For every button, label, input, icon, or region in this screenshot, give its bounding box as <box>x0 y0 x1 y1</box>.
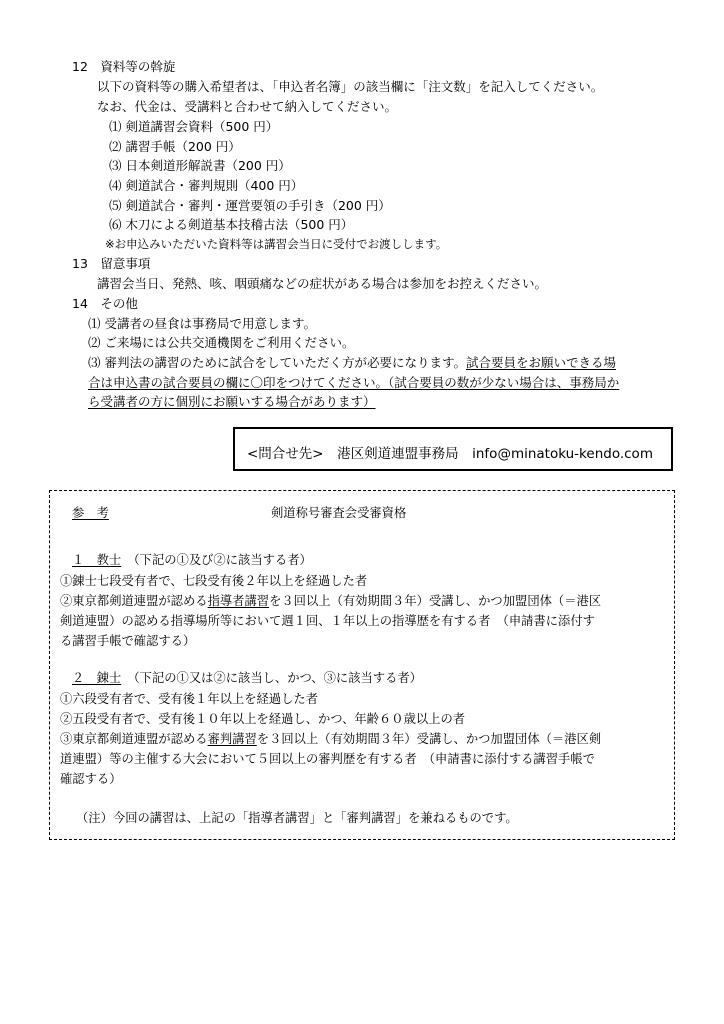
section-14-item-1: ⑴ 受講者の昼食は事務局で用意します。 <box>88 316 316 331</box>
contact-info: <問合せ先> 港区剣道連盟事務局 info@minatoku-kendo.com <box>247 446 653 462</box>
renshi-condition: （下記の①又は②に該当し、かつ、③に該当する者） <box>121 671 422 685</box>
section-14-item-3-underlined-end: ら受講者の方に個別にお願いする場合があります） <box>88 394 376 409</box>
kyoshi-condition: （下記の①及び②に該当する者） <box>121 553 312 567</box>
renshi-line-3 <box>60 731 601 747</box>
section-14-item-3 <box>88 355 616 371</box>
kyoshi-line-2 <box>60 593 601 609</box>
reference-title: 剣道称号審査会受審資格 <box>271 506 407 520</box>
renshi-line-3-underlined: 審判講習 <box>207 732 257 746</box>
renshi-line-3-c: を３回以上（有効期間３年）受講し、かつ加盟団体（＝港区剣 <box>256 732 602 746</box>
kyoshi-number: １ 教士 <box>72 553 122 567</box>
section-14-heading: 14 その他 <box>72 296 138 311</box>
material-item: ⑷ 剣道試合・審判規則（400 円） <box>109 178 304 193</box>
renshi-line-3-a: ③東京都剣道連盟が認める <box>60 732 208 746</box>
kyoshi-line-4: る講習手帳で確認する） <box>60 634 196 648</box>
reference-box <box>49 490 675 840</box>
kyoshi-line-2-underlined: 指導者講習 <box>207 594 270 608</box>
renshi-number: ２ 錬士 <box>72 671 122 685</box>
material-note: ※お申込みいただいた資料等は講習会当日に受付でお渡しします。 <box>105 237 448 251</box>
material-item: ⑴ 剣道講習会資料（500 円） <box>109 119 279 134</box>
material-item: ⑶ 日本剣道形解説書（200 円） <box>109 158 291 173</box>
section-12-line-1: 以下の資料等の購入希望者は、「申込者名簿」の該当欄に「注文数」を記入してください。 <box>97 79 604 94</box>
section-14-item-3-text: ⑶ 審判法の講習のために試合をしていただく方が必要になります。 <box>88 355 466 370</box>
section-14-item-3-underlined: 試合要員をお願いできる場 <box>465 355 616 370</box>
renshi-line-5: 確認する） <box>60 772 122 786</box>
reference-label: 参 考 <box>72 506 109 520</box>
renshi-line-1: ①六段受有者で、受有後１年以上を経過した者 <box>60 692 318 706</box>
kyoshi-line-2-a: ②東京都剣道連盟が認める <box>60 594 208 608</box>
material-item: ⑵ 講習手帳（200 円） <box>109 139 241 154</box>
kyoshi-line-1: ①錬士七段受有者で、七段受有後２年以上を経過した者 <box>60 574 368 588</box>
section-14-item-3-underlined-cont: 合は申込書の試合要員の欄に〇印をつけてください。（試合要員の数が少ない場合は、事務局か <box>88 375 620 390</box>
section-13-heading: 13 留意事項 <box>72 256 151 271</box>
section-12-line-2: なお、代金は、受講料と合わせて納入してください。 <box>97 99 398 114</box>
material-item: ⑹ 木刀による剣道基本技稽古法（500 円） <box>109 217 354 232</box>
renshi-line-2: ②五段受有者で、受有後１０年以上を経過し、かつ、年齢６０歳以上の者 <box>60 712 466 726</box>
section-13-line-1: 講習会当日、発熱、咳、咽頭痛などの症状がある場合は参加をお控えください。 <box>97 276 548 291</box>
renshi-heading <box>72 670 422 686</box>
contact-box <box>233 427 673 471</box>
kyoshi-line-2-c: を３回以上（有効期間３年）受講し、かつ加盟団体（＝港区 <box>269 594 602 608</box>
renshi-line-4: 道連盟）等の主催する大会において５回以上の審判歴を有する者 （申請書に添付する講習手帳で <box>60 752 595 766</box>
reference-note: （注）今回の講習は、上記の「指導者講習」と「審判講習」を兼ねるものです。 <box>76 811 518 825</box>
material-item: ⑸ 剣道試合・審判・運営要領の手引き（200 円） <box>109 198 391 213</box>
section-12-heading: 12 資料等の斡旋 <box>72 59 176 74</box>
kyoshi-line-3: 剣道連盟）の認める指導場所等において週１回、１年以上の指導歴を有する者 （申請書に添付す <box>60 614 595 628</box>
kyoshi-heading <box>72 552 312 568</box>
section-14-item-2: ⑵ ご来場には公共交通機関をご利用ください。 <box>88 335 355 350</box>
